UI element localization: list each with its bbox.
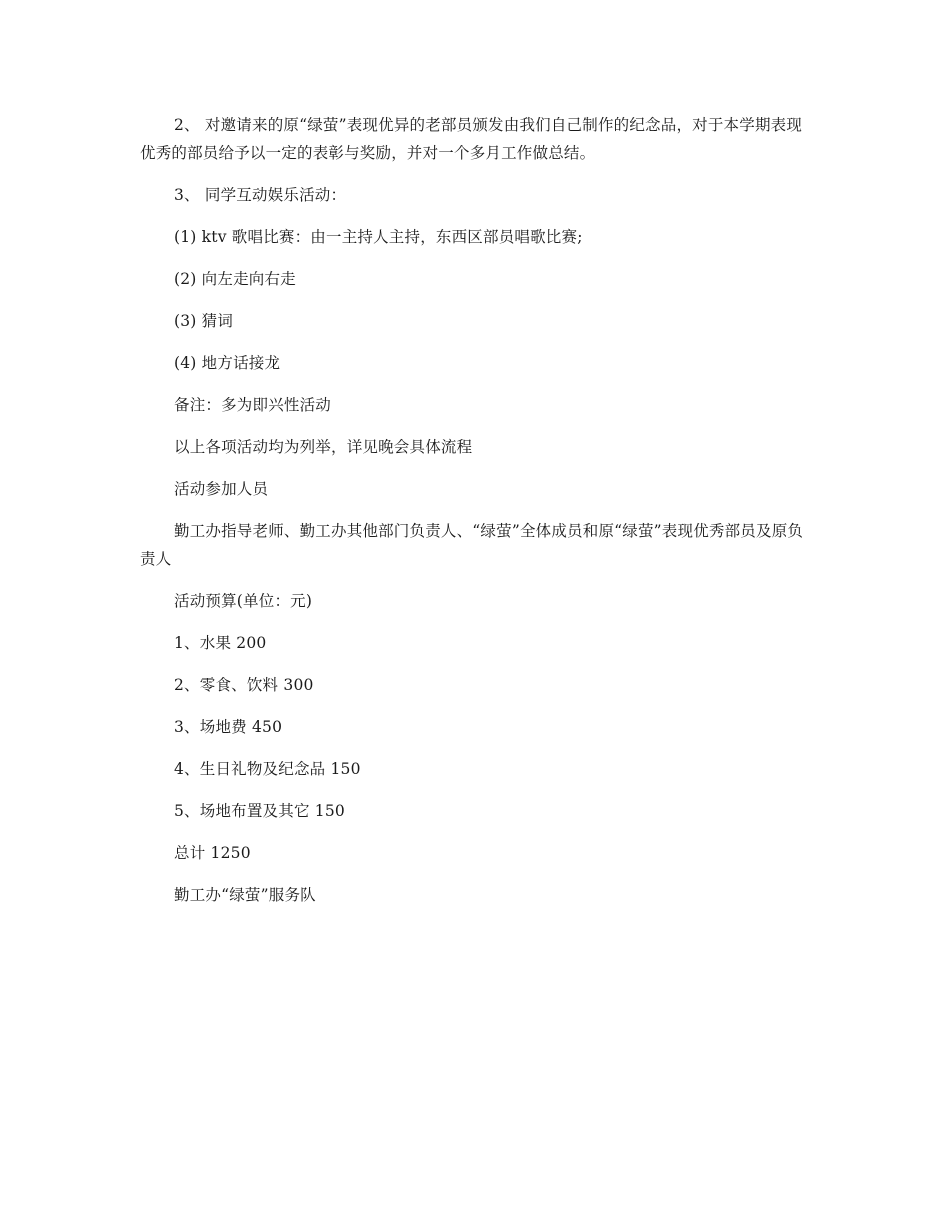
activity-item-dialect-chain: (4) 地方话接龙 [174,354,281,372]
section-heading-participants: 活动参加人员 [174,480,269,498]
paragraph-interactive-activities: 3、 同学互动娱乐活动： [174,186,347,204]
activity-item-ktv: (1) ktv 歌唱比赛：由一主持人主持，东西区部员唱歌比赛; [174,228,583,246]
budget-item-venue: 3、场地费 450 [174,718,283,736]
activity-item-left-right: (2) 向左走向右走 [174,270,296,288]
paragraph-participants: 勤工办指导老师、勤工办其他部门负责人、“绿萤”全体成员和原“绿萤”表现优秀部员及原负责人 [140,522,804,568]
document-body [140,111,805,923]
section-heading-budget: 活动预算(单位：元) [174,592,313,610]
paragraph-note: 备注：多为即兴性活动 [174,396,332,414]
activity-item-word-guess: (3) 猜词 [174,312,234,330]
budget-total: 总计 1250 [174,844,251,862]
budget-item-gifts: 4、生日礼物及纪念品 150 [174,760,361,778]
paragraph-awards: 2、 对邀请来的原“绿萤”表现优异的老部员颁发由我们自己制作的纪念品，对于本学期表现优秀的部员给予以一定的表彰与奖励，并对一个多月工作做总结。 [140,116,803,162]
budget-item-fruit: 1、水果 200 [174,634,267,652]
signature-organization: 勤工办“绿萤”服务队 [174,886,316,904]
paragraph-list-remark: 以上各项活动均为列举，详见晚会具体流程 [174,438,473,456]
budget-item-decoration: 5、场地布置及其它 150 [174,802,345,820]
budget-item-snacks: 2、零食、饮料 300 [174,676,314,694]
